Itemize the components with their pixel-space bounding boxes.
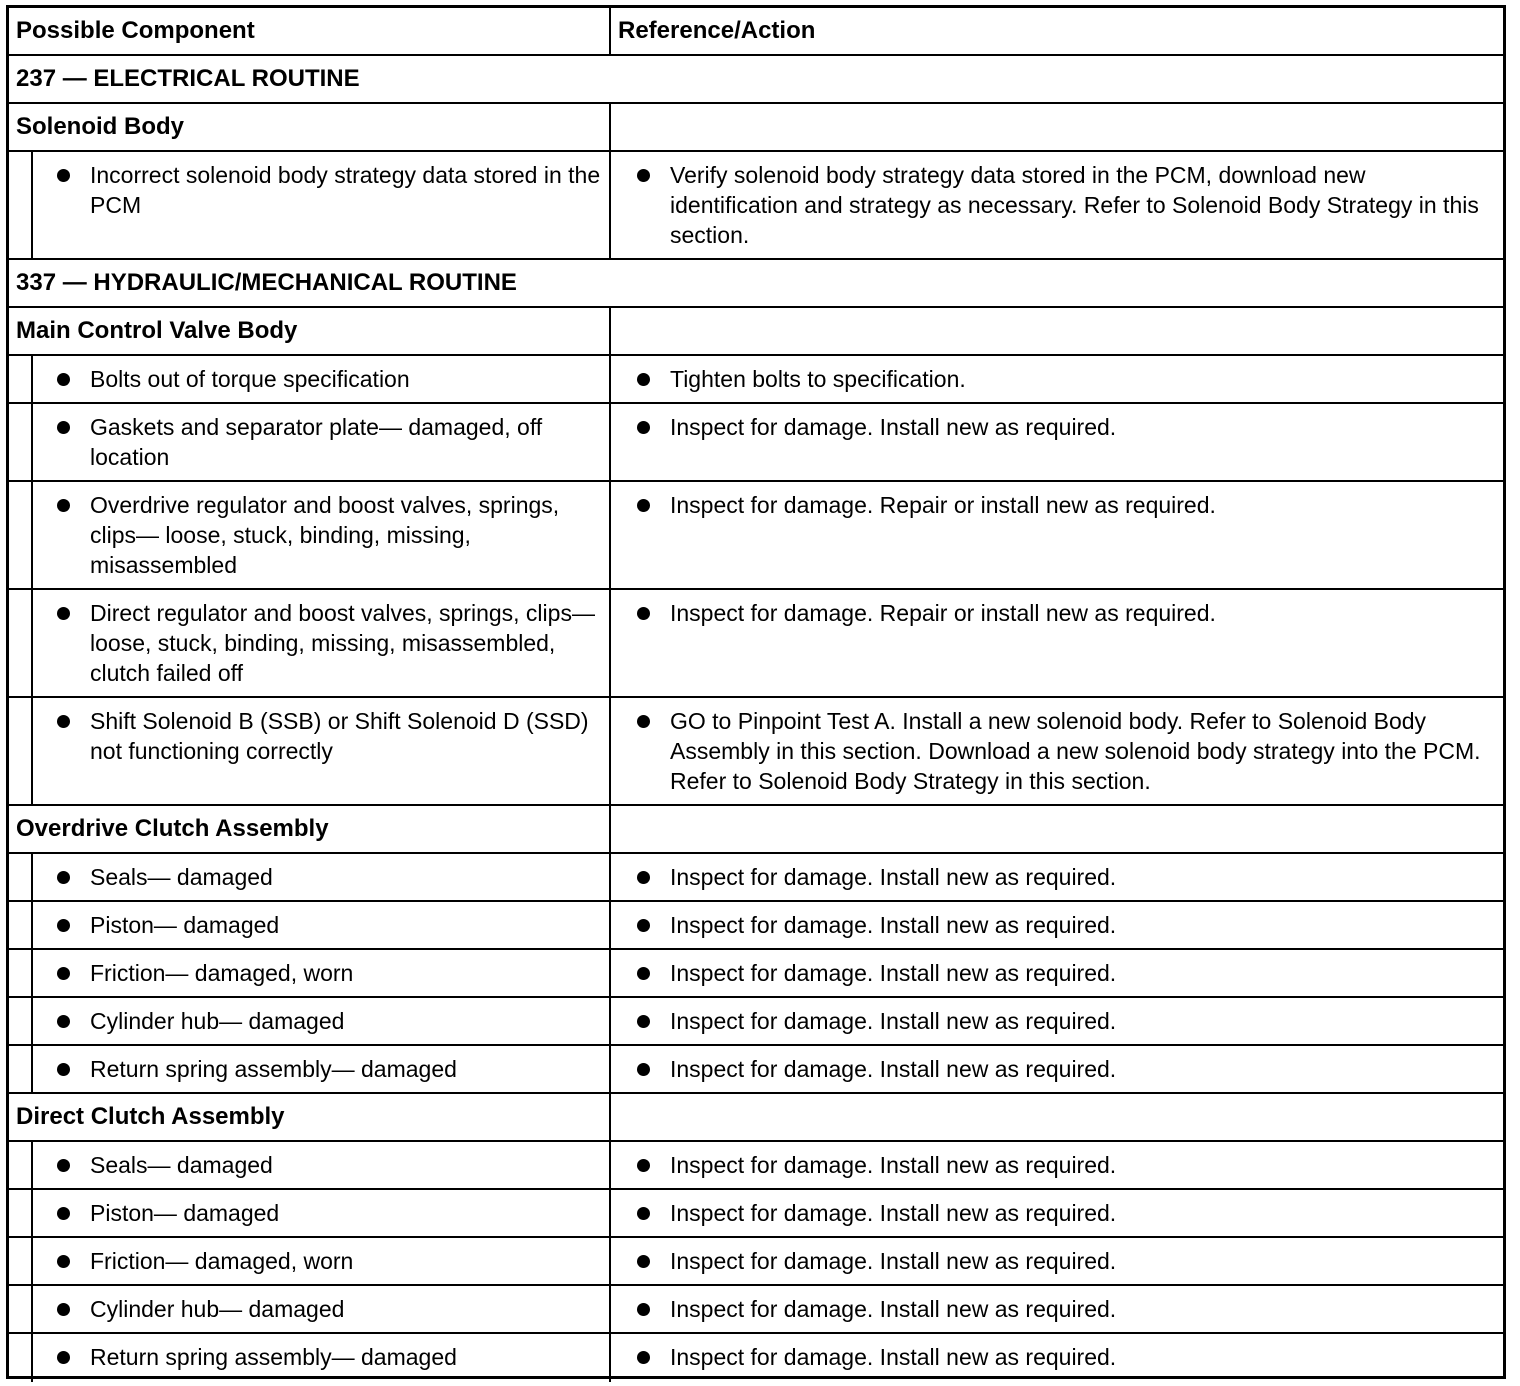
component-cell [9, 1334, 611, 1382]
indent-column [9, 152, 33, 258]
table-row [9, 902, 1503, 950]
component-cell [9, 1046, 611, 1092]
action-text: Verify solenoid body strategy data stored in the PCM, download new identification and strategy as necessary. Refer to Solenoid Body Strategy in this section. [670, 162, 1479, 248]
action-text: Inspect for damage. Repair or install new as required. [670, 600, 1216, 626]
action-cell [611, 152, 1503, 258]
indent-column [9, 404, 33, 480]
component-text: Friction— damaged, worn [90, 1248, 354, 1274]
bullet-icon [637, 373, 650, 386]
bullet-icon [57, 373, 70, 386]
bullet-icon [57, 1351, 70, 1364]
table-row [9, 1286, 1503, 1334]
table-row [9, 404, 1503, 482]
bullet-icon [637, 1351, 650, 1364]
bullet-icon [637, 169, 650, 182]
indent-column [9, 590, 33, 696]
bullet-icon [57, 169, 70, 182]
component-cell [9, 482, 611, 588]
action-cell [611, 998, 1503, 1044]
table-row [9, 1190, 1503, 1238]
action-text: Inspect for damage. Install new as required. [670, 1008, 1117, 1034]
table-row [9, 590, 1503, 698]
empty-cell [611, 308, 1503, 354]
action-cell [611, 404, 1503, 480]
component-cell [9, 998, 611, 1044]
bullet-icon [637, 421, 650, 434]
column-header-action: Reference/Action [618, 17, 816, 44]
component-cell [9, 152, 611, 258]
indent-column [9, 698, 33, 804]
bullet-icon [57, 1303, 70, 1316]
component-text: Overdrive regulator and boost valves, springs, clips— loose, stuck, binding, missing, misassembled [90, 492, 560, 578]
indent-column [9, 902, 33, 948]
component-cell [9, 356, 611, 402]
action-text: Inspect for damage. Install new as required. [670, 1200, 1117, 1226]
bullet-icon [637, 499, 650, 512]
action-text: Inspect for damage. Install new as required. [670, 864, 1117, 890]
component-text: Incorrect solenoid body strategy data stored in the PCM [90, 162, 601, 218]
bullet-icon [637, 1255, 650, 1268]
action-cell [611, 1238, 1503, 1284]
table-row [9, 698, 1503, 806]
indent-column [9, 1334, 33, 1382]
bullet-icon [57, 607, 70, 620]
bullet-icon [57, 1207, 70, 1220]
component-cell [9, 590, 611, 696]
bullet-icon [57, 715, 70, 728]
group-row [9, 308, 1503, 356]
bullet-icon [637, 715, 650, 728]
table-row [9, 1238, 1503, 1286]
table-row [9, 152, 1503, 260]
bullet-icon [57, 1255, 70, 1268]
bullet-icon [637, 1159, 650, 1172]
empty-cell [611, 1094, 1503, 1140]
component-text: Cylinder hub— damaged [90, 1296, 345, 1322]
empty-cell [611, 806, 1503, 852]
component-cell [9, 950, 611, 996]
indent-column [9, 1190, 33, 1236]
section-title: 237 — ELECTRICAL ROUTINE [16, 65, 360, 92]
table-row [9, 356, 1503, 404]
bullet-icon [637, 1207, 650, 1220]
bullet-icon [57, 871, 70, 884]
action-cell [611, 1334, 1503, 1382]
table-row [9, 1334, 1503, 1382]
action-text: Inspect for damage. Install new as required. [670, 1152, 1117, 1178]
action-text: Inspect for damage. Install new as required. [670, 960, 1117, 986]
action-cell [611, 590, 1503, 696]
indent-column [9, 950, 33, 996]
action-text: Inspect for damage. Install new as required. [670, 1056, 1117, 1082]
action-text: Inspect for damage. Install new as required. [670, 1248, 1117, 1274]
action-cell [611, 1190, 1503, 1236]
group-row [9, 806, 1503, 854]
table-header-row [9, 8, 1503, 56]
bullet-icon [637, 607, 650, 620]
bullet-icon [637, 967, 650, 980]
table-row [9, 1142, 1503, 1190]
bullet-icon [637, 1063, 650, 1076]
bullet-icon [637, 1015, 650, 1028]
indent-column [9, 854, 33, 900]
component-text: Gaskets and separator plate— damaged, off location [90, 414, 543, 470]
indent-column [9, 1286, 33, 1332]
action-cell [611, 902, 1503, 948]
bullet-icon [637, 919, 650, 932]
component-text: Friction— damaged, worn [90, 960, 354, 986]
component-text: Return spring assembly— damaged [90, 1344, 457, 1370]
table-row [9, 482, 1503, 590]
component-cell [9, 1238, 611, 1284]
component-text: Piston— damaged [90, 1200, 280, 1226]
bullet-icon [57, 421, 70, 434]
action-text: Inspect for damage. Install new as required. [670, 1296, 1117, 1322]
action-text: Inspect for damage. Install new as required. [670, 414, 1117, 440]
bullet-icon [637, 1303, 650, 1316]
component-text: Return spring assembly— damaged [90, 1056, 457, 1082]
empty-cell [611, 104, 1503, 150]
action-text: Tighten bolts to specification. [670, 366, 966, 392]
component-cell [9, 1286, 611, 1332]
component-text: Seals— damaged [90, 864, 273, 890]
component-text: Piston— damaged [90, 912, 280, 938]
component-cell [9, 698, 611, 804]
table-row [9, 1046, 1503, 1094]
component-cell [9, 1190, 611, 1236]
bullet-icon [57, 919, 70, 932]
diagnostic-table [6, 5, 1506, 1379]
action-cell [611, 356, 1503, 402]
action-cell [611, 698, 1503, 804]
action-cell [611, 482, 1503, 588]
indent-column [9, 1238, 33, 1284]
component-text: Seals— damaged [90, 1152, 273, 1178]
column-header-component: Possible Component [9, 8, 611, 54]
indent-column [9, 998, 33, 1044]
action-cell [611, 1046, 1503, 1092]
bullet-icon [57, 967, 70, 980]
group-title: Main Control Valve Body [9, 308, 611, 354]
bullet-icon [57, 1063, 70, 1076]
group-title: Overdrive Clutch Assembly [9, 806, 611, 852]
table-row [9, 998, 1503, 1046]
component-cell [9, 854, 611, 900]
component-cell [9, 404, 611, 480]
section-row [9, 260, 1503, 308]
indent-column [9, 356, 33, 402]
action-text: GO to Pinpoint Test A. Install a new solenoid body. Refer to Solenoid Body Assembly in this section. Download a new solenoid body strategy into the PCM. Refer to Solenoid Body Strategy in this section. [670, 708, 1481, 794]
action-text: Inspect for damage. Install new as required. [670, 912, 1117, 938]
bullet-icon [637, 871, 650, 884]
table-row [9, 854, 1503, 902]
action-cell [611, 950, 1503, 996]
group-row [9, 104, 1503, 152]
group-title: Solenoid Body [9, 104, 611, 150]
table-row [9, 950, 1503, 998]
indent-column [9, 482, 33, 588]
component-text: Bolts out of torque specification [90, 366, 410, 392]
section-row [9, 56, 1503, 104]
component-text: Shift Solenoid B (SSB) or Shift Solenoid D (SSD) not functioning correctly [90, 708, 589, 764]
bullet-icon [57, 1159, 70, 1172]
action-text: Inspect for damage. Repair or install new as required. [670, 492, 1216, 518]
action-cell [611, 1286, 1503, 1332]
component-text: Cylinder hub— damaged [90, 1008, 345, 1034]
action-cell [611, 854, 1503, 900]
bullet-icon [57, 1015, 70, 1028]
group-row [9, 1094, 1503, 1142]
component-cell [9, 902, 611, 948]
action-text: Inspect for damage. Install new as required. [670, 1344, 1117, 1370]
component-cell [9, 1142, 611, 1188]
section-title: 337 — HYDRAULIC/MECHANICAL ROUTINE [16, 269, 517, 296]
component-text: Direct regulator and boost valves, springs, clips— loose, stuck, binding, missing, misassembled, clutch failed off [90, 600, 595, 686]
group-title: Direct Clutch Assembly [9, 1094, 611, 1140]
action-cell [611, 1142, 1503, 1188]
indent-column [9, 1142, 33, 1188]
indent-column [9, 1046, 33, 1092]
bullet-icon [57, 499, 70, 512]
